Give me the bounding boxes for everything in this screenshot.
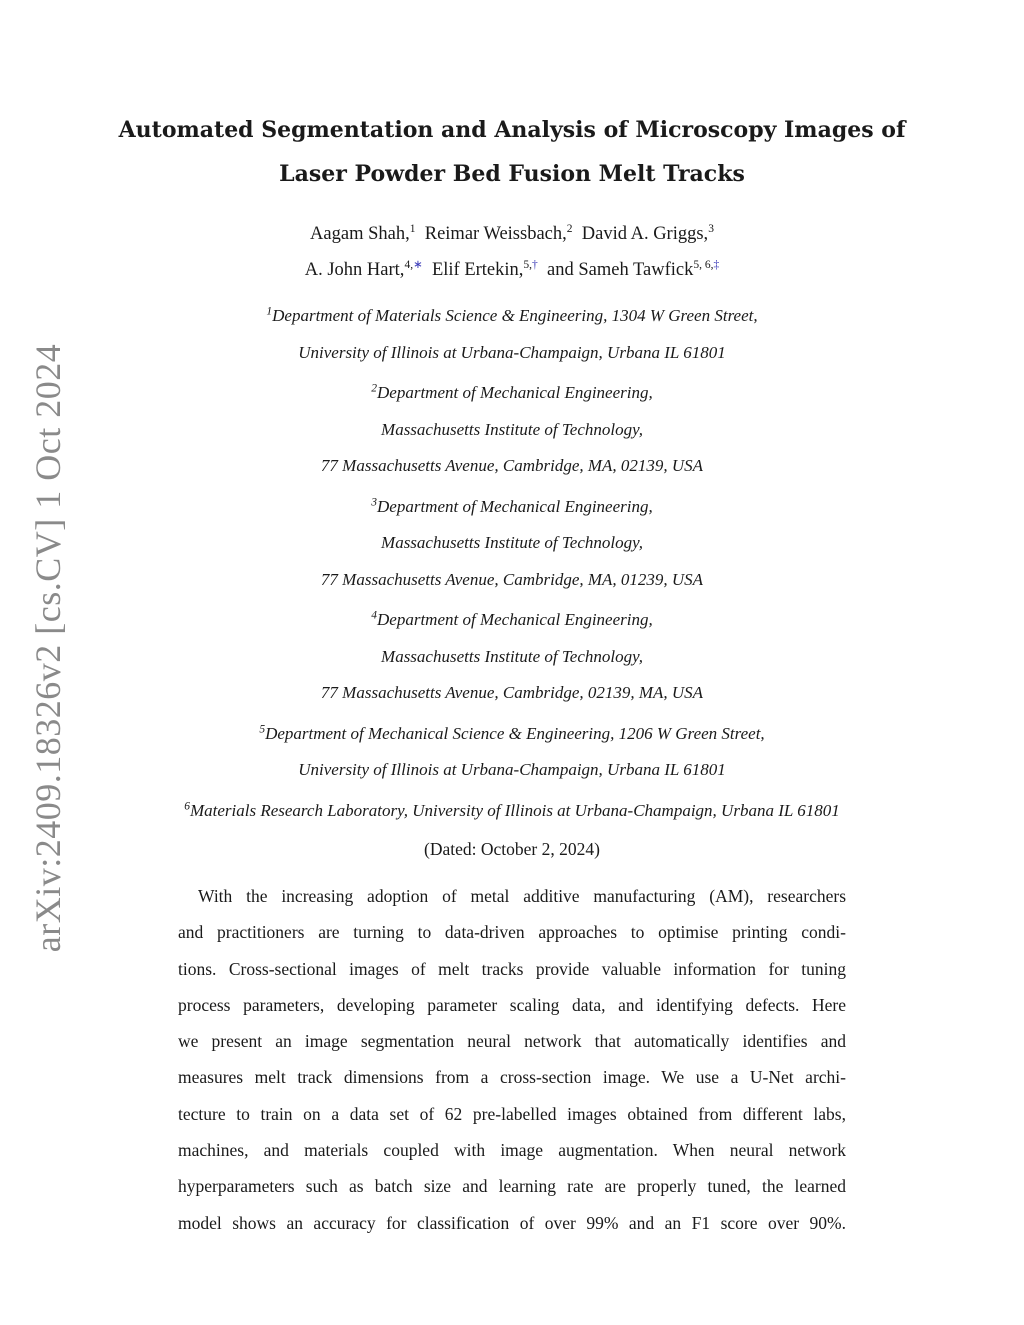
author-name: David A. Griggs,	[581, 224, 709, 244]
affiliation-4-line-1: $^4$Department of Mechanical Engineering,	[371, 609, 653, 629]
affiliation-4-line-2: Massachusetts Institute of Technology,	[381, 646, 643, 666]
footnote-mark[interactable]: ∗	[413, 258, 423, 271]
arxiv-identifier: arXiv:2409.18326v2 [cs.CV] 1 Oct 2024	[28, 343, 69, 952]
abstract-line: model shows an accuracy for classification of over 99% and an F1 score over 90%.	[178, 1212, 846, 1233]
affiliation-5-line-1: $^5$Department of Mechanical Science & Engineering, 1206 W Green Street,	[259, 722, 765, 743]
affiliation-2-line-1: $^2$Department of Mechanical Engineering,	[371, 382, 653, 402]
author-name: and Sameh Tawfick	[547, 260, 694, 280]
dated-line: (Dated: October 2, 2024)	[424, 839, 600, 859]
paper-title	[0, 108, 1024, 196]
affiliation-6-line-1: $^6$Materials Research Laboratory, University of Illinois at Urbana-Champaign, Urbana IL 61801	[184, 799, 840, 820]
abstract	[178, 878, 846, 1241]
author-affil-sup: 1	[409, 222, 416, 235]
affiliation-3-line-3: 77 Massachusetts Avenue, Cambridge, MA, 01239, USA	[320, 569, 704, 589]
author-name: Elif Ertekin,	[431, 260, 524, 280]
author-name: A. John Hart,	[304, 260, 405, 280]
title-line-1: Automated Segmentation and Analysis of Microscopy Images of	[118, 117, 906, 143]
affiliation-1-line-2: University of Illinois at Urbana-Champaign, Urbana IL 61801	[298, 342, 726, 362]
abstract-line: we present an image segmentation neural network that automatically identifies and	[178, 1031, 846, 1052]
author-affil-sup: 5,†	[523, 258, 538, 271]
abstract-line: tecture to train on a data set of 62 pre-labelled images obtained from different labs,	[178, 1103, 846, 1124]
footnote-mark[interactable]: †	[532, 258, 538, 271]
affiliation-list	[0, 298, 1024, 829]
author-line-1	[0, 216, 1024, 252]
abstract-line: and practitioners are turning to data-driven approaches to optimise printing condi-	[178, 922, 846, 943]
affiliation-3-line-1: $^3$Department of Mechanical Engineering,	[371, 495, 653, 516]
footnote-mark[interactable]: ‡	[713, 258, 720, 271]
author-affil-sup: 4,∗	[404, 258, 423, 271]
abstract-line: process parameters, developing parameter scaling data, and identifying defects. Here	[178, 994, 846, 1015]
author-name: Reimar Weissbach,	[424, 224, 567, 244]
abstract-line: measures melt track dimensions from a cross-section image. We use a U-Net archi-	[178, 1067, 846, 1088]
author-line-2	[0, 252, 1024, 288]
title-line-2: Laser Powder Bed Fusion Melt Tracks	[279, 161, 745, 187]
abstract-line: hyperparameters such as batch size and learning rate are properly tuned, the learned	[178, 1176, 846, 1197]
affiliation-2-line-2: Massachusetts Institute of Technology,	[381, 419, 643, 439]
affiliation-4-line-3: 77 Massachusetts Avenue, Cambridge, 02139, MA, USA	[320, 683, 704, 702]
author-name: Aagam Shah,	[310, 224, 410, 244]
abstract-line: With the increasing adoption of metal additive manufacturing (AM), researchers	[198, 886, 846, 906]
author-list	[0, 216, 1024, 288]
abstract-line: machines, and materials coupled with image augmentation. When neural network	[178, 1140, 846, 1161]
author-affil-sup: 3	[708, 222, 714, 235]
affiliation-2-line-3: 77 Massachusetts Avenue, Cambridge, MA, 02139, USA	[320, 456, 704, 475]
author-affil-sup: 2	[566, 222, 573, 235]
affiliation-1-line-1: $^1$Department of Materials Science & Engineering, 1304 W Green Street,	[266, 305, 758, 325]
abstract-line: tions. Cross-sectional images of melt tracks provide valuable information for tuning	[178, 958, 846, 979]
affiliation-3-line-2: Massachusetts Institute of Technology,	[381, 533, 643, 552]
author-affil-sup: 5, 6,‡	[693, 258, 720, 271]
affiliation-5-line-2: University of Illinois at Urbana-Champaign, Urbana IL 61801	[298, 760, 726, 779]
